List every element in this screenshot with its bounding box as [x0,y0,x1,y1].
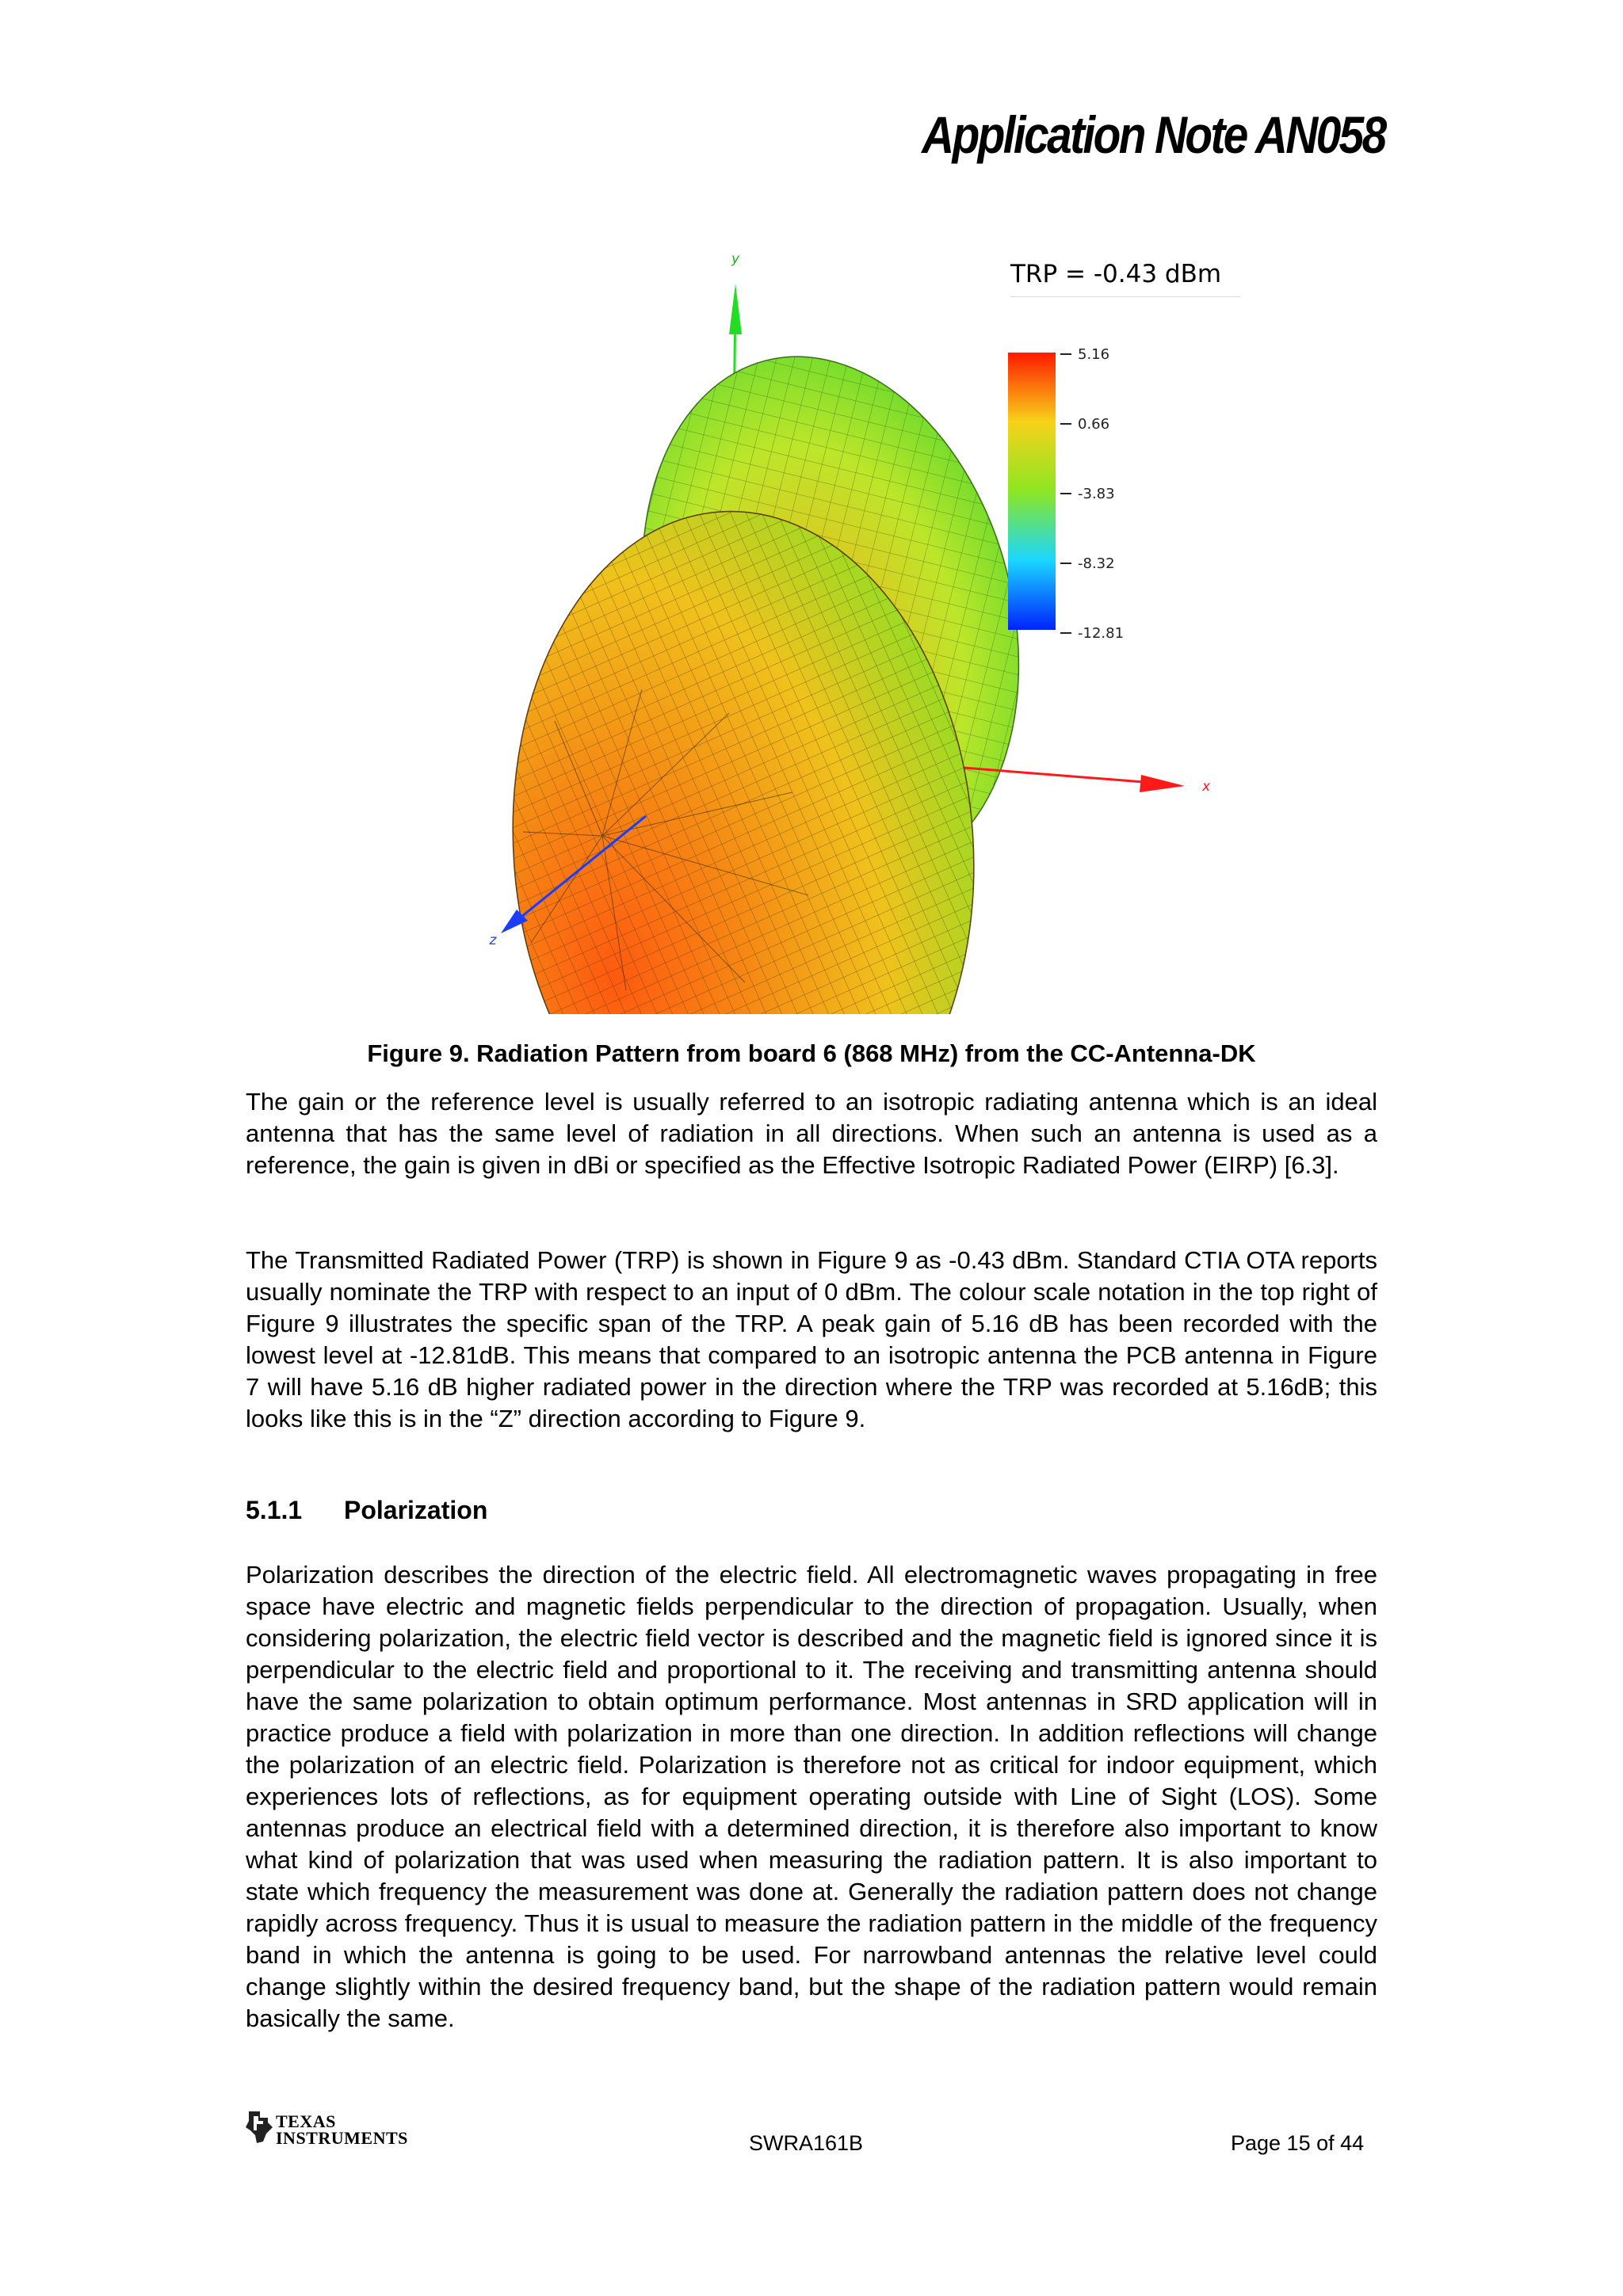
x-axis-arrow [1140,775,1185,792]
scale-tick-label: 5.16 [1078,346,1110,363]
x-axis-label: x [1201,779,1211,795]
footer-doc-id: SWRA161B [749,2131,864,2155]
footer-page-number: Page 15 of 44 [1231,2131,1365,2155]
y-axis-label: y [731,251,740,267]
z-axis-label: z [489,933,497,948]
colour-scale [1008,346,1124,642]
trp-label: TRP = -0.43 dBm [1010,260,1240,297]
y-axis-arrow [729,284,742,334]
scale-tick-label: -8.32 [1078,555,1115,572]
section-heading [246,1496,487,1525]
ti-logo-line1: TEXAS [276,2111,336,2131]
ti-logo-icon [244,2110,274,2145]
figure-caption: Figure 9. Radiation Pattern from board 6 (868 MHz) from the CC-Antenna-DK [367,1039,1256,1067]
radiation-pattern-graphic [444,246,1268,1014]
section-number: 5.1.1 [246,1496,303,1524]
radiation-pattern-figure [444,246,1268,1014]
section-title: Polarization [344,1496,488,1524]
colour-scale-bar [1008,353,1056,630]
ti-logo [244,2110,408,2148]
paragraph-trp: The Transmitted Radiated Power (TRP) is shown in Figure 9 as -0.43 dBm. Standard CTIA OTA reports usually nominate the TRP with respect to an input of 0 dBm. The colour scale notation in the top right of Figure 9 illustrates the specific span of the TRP. A peak gain of 5.16 dB has been recorded with the lowest level at -12.81dB. This means that compared to an isotropic antenna the PCB antenna in Figure 7 will have 5.16 dB higher radiated power in the direction where the TRP was recorded at 5.16dB; this looks like this is in the “Z” direction according to Figure 9. [246,1246,1377,1432]
paragraph-reference-level: The gain or the reference level is usually referred to an isotropic radiating antenna which is an ideal antenna that has the same level of radiation in all directions. When such an antenna is used as a reference, the gain is given in dBi or specified as the Effective Isotropic Radiated Power (EIRP) [6.3]. [246,1088,1377,1179]
header-title: Application Note AN058 [922,105,1385,164]
scale-tick-label: 0.66 [1078,416,1110,433]
ti-logo-line2: INSTRUMENTS [276,2128,408,2148]
scale-tick-label: -3.83 [1078,486,1115,502]
scale-tick-label: -12.81 [1078,625,1125,642]
paragraph-polarization: Polarization describes the direction of the electric field. All electromagnetic waves propagating in free space have electric and magnetic fields perpendicular to the direction of propagation. Usually, when considering polarization, the electric field vector is described and the magnetic field is ignored since it is perpendicular to the electric field and proportional to it. The receiving and transmitting antenna should have the same polarization to obtain optimum performance. Most antennas in SRD application will in practice produce a field with polarization in more than one direction. In addition reflections will change the polarization of an electric field. Polarization is therefore not as critical for indoor equipment, which experiences lots of reflections, as for equipment operating outside with Line of Sight (LOS). Some antennas produce an electrical field with a determined direction, it is therefore also important to know what kind of polarization that was used when measuring the radiation pattern. It is also important to state which frequency the measurement was done at. Generally the radiation pattern does not change rapidly across frequency. Thus it is usual to measure the radiation pattern in the middle of the frequency band in which the antenna is going to be used. For narrowband antennas the relative level could change slightly within the desired frequency band, but the shape of the radiation pattern would remain basically the same. [246,1561,1377,2032]
ti-logo-text [276,2113,408,2146]
